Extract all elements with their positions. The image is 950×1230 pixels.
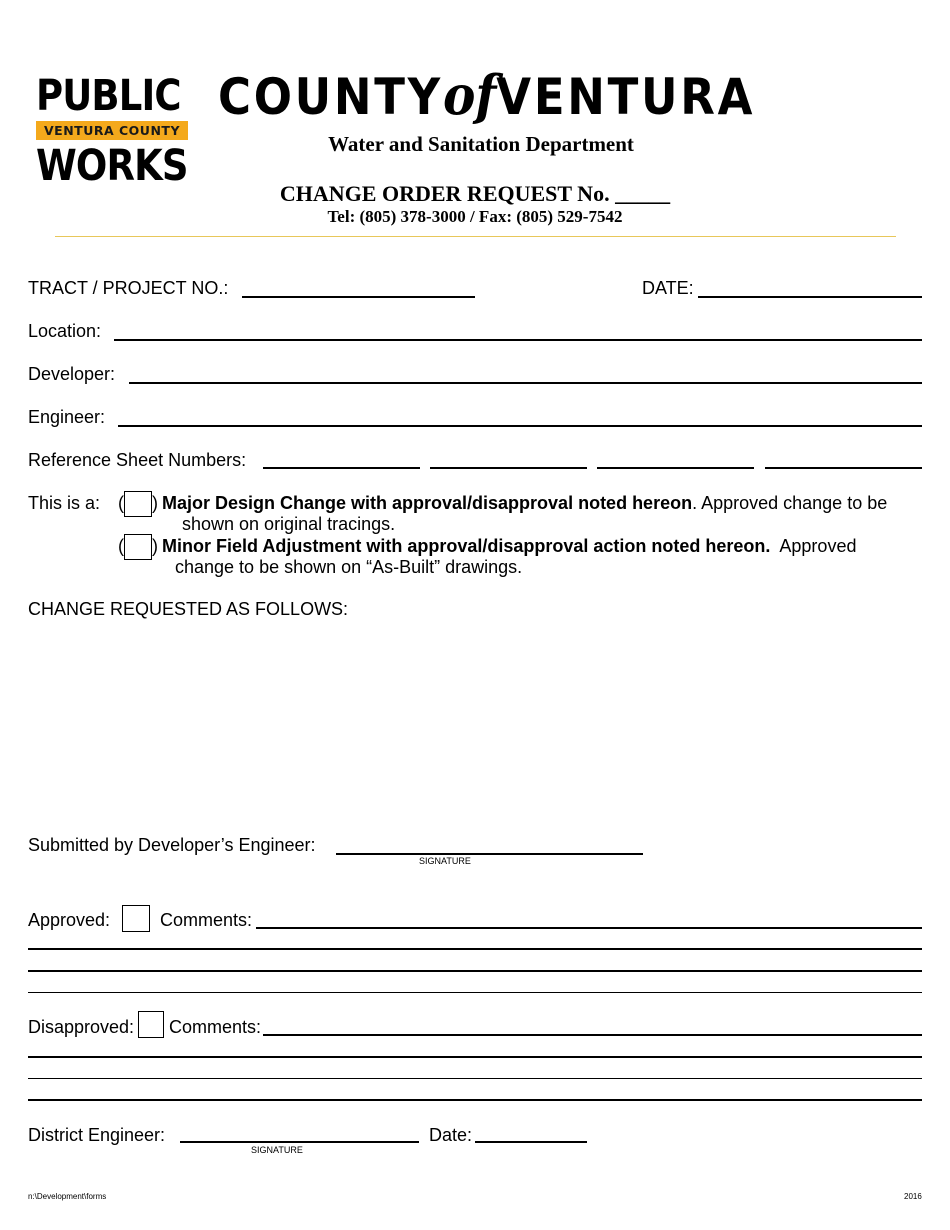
engineer-field[interactable] xyxy=(118,425,922,427)
disapproved-checkbox[interactable] xyxy=(138,1011,164,1038)
approved-comments-line-4[interactable] xyxy=(28,992,922,993)
developer-label: Developer: xyxy=(28,364,116,384)
approved-comments-line-2[interactable] xyxy=(28,948,922,950)
footer-year: 2016 xyxy=(904,1192,922,1201)
submitted-signature-caption: SIGNATURE xyxy=(419,856,471,866)
major-design-bold: Major Design Change with approval/disapproval noted hereon xyxy=(162,493,693,513)
minor-paren-close: ) xyxy=(152,536,158,556)
minor-field-checkbox[interactable] xyxy=(124,534,152,560)
tract-project-field[interactable] xyxy=(242,296,475,298)
submitted-signature-field[interactable] xyxy=(336,853,643,855)
public-works-logo xyxy=(36,71,191,191)
major-design-line2: shown on original tracings. xyxy=(182,514,396,534)
approved-comments-line-1[interactable] xyxy=(256,927,922,929)
disapproved-comments-line-3[interactable] xyxy=(28,1078,922,1079)
engineer-label: Engineer: xyxy=(28,407,106,427)
logo-works: WORKS xyxy=(36,141,188,191)
form-title: CHANGE ORDER REQUEST No. _____ xyxy=(279,181,671,206)
location-field[interactable] xyxy=(114,339,922,341)
header-divider xyxy=(55,236,896,237)
minor-field-line2: change to be shown on “As-Built” drawings. xyxy=(175,557,523,577)
disapproved-comments-line-1[interactable] xyxy=(263,1034,922,1036)
logo-public: PUBLIC xyxy=(36,71,181,121)
change-requested-area[interactable] xyxy=(28,625,922,820)
reference-sheet-field-2[interactable] xyxy=(430,467,587,469)
reference-sheet-field-1[interactable] xyxy=(263,467,420,469)
district-signature-field[interactable] xyxy=(180,1141,419,1143)
ventura-word: VENTURA xyxy=(496,68,756,126)
disapproved-label: Disapproved: xyxy=(28,1017,135,1037)
contact-info: Tel: (805) 378-3000 / Fax: (805) 529-7542 xyxy=(327,207,623,226)
major-design-text xyxy=(162,494,887,512)
approved-label: Approved: xyxy=(28,910,111,930)
approved-checkbox[interactable] xyxy=(122,905,150,932)
change-requested-heading: CHANGE REQUESTED AS FOLLOWS: xyxy=(28,599,349,619)
date-field[interactable] xyxy=(698,296,922,298)
logo-band: VENTURA COUNTY xyxy=(36,121,188,140)
change-type-intro: This is a: xyxy=(28,493,101,513)
minor-field-rest: Approved xyxy=(779,536,857,556)
date-label: DATE: xyxy=(642,278,694,298)
district-signature-caption: SIGNATURE xyxy=(251,1145,303,1155)
district-date-field[interactable] xyxy=(475,1141,587,1143)
minor-paren-open: ( xyxy=(118,536,124,556)
district-engineer-label: District Engineer: xyxy=(28,1125,166,1145)
disapproved-comments-label: Comments: xyxy=(169,1017,262,1037)
major-paren-open: ( xyxy=(118,493,124,513)
county-word: COUNTY xyxy=(218,68,443,126)
department-name: Water and Sanitation Department xyxy=(328,132,634,156)
disapproved-comments-line-2[interactable] xyxy=(28,1056,922,1058)
developer-field[interactable] xyxy=(129,382,922,384)
approved-comments-label: Comments: xyxy=(160,910,253,930)
county-of-ventura-title xyxy=(218,63,756,127)
district-date-label: Date: xyxy=(429,1125,473,1145)
reference-sheet-field-3[interactable] xyxy=(597,467,754,469)
footer-path: n:\Development\forms xyxy=(28,1192,107,1201)
major-design-rest: . Approved change to be xyxy=(692,493,888,513)
reference-sheet-label: Reference Sheet Numbers: xyxy=(28,450,247,470)
major-paren-close: ) xyxy=(152,493,158,513)
minor-field-bold: Minor Field Adjustment with approval/disapproval action noted hereon. xyxy=(162,536,771,556)
of-word: of xyxy=(442,63,497,127)
approved-comments-line-3[interactable] xyxy=(28,970,922,972)
submitted-by-label: Submitted by Developer’s Engineer: xyxy=(28,835,316,855)
tract-project-label: TRACT / PROJECT NO.: xyxy=(28,278,229,298)
minor-field-text xyxy=(162,537,856,555)
major-design-checkbox[interactable] xyxy=(124,491,152,517)
disapproved-comments-line-4[interactable] xyxy=(28,1099,922,1101)
location-label: Location: xyxy=(28,321,102,341)
reference-sheet-field-4[interactable] xyxy=(765,467,922,469)
